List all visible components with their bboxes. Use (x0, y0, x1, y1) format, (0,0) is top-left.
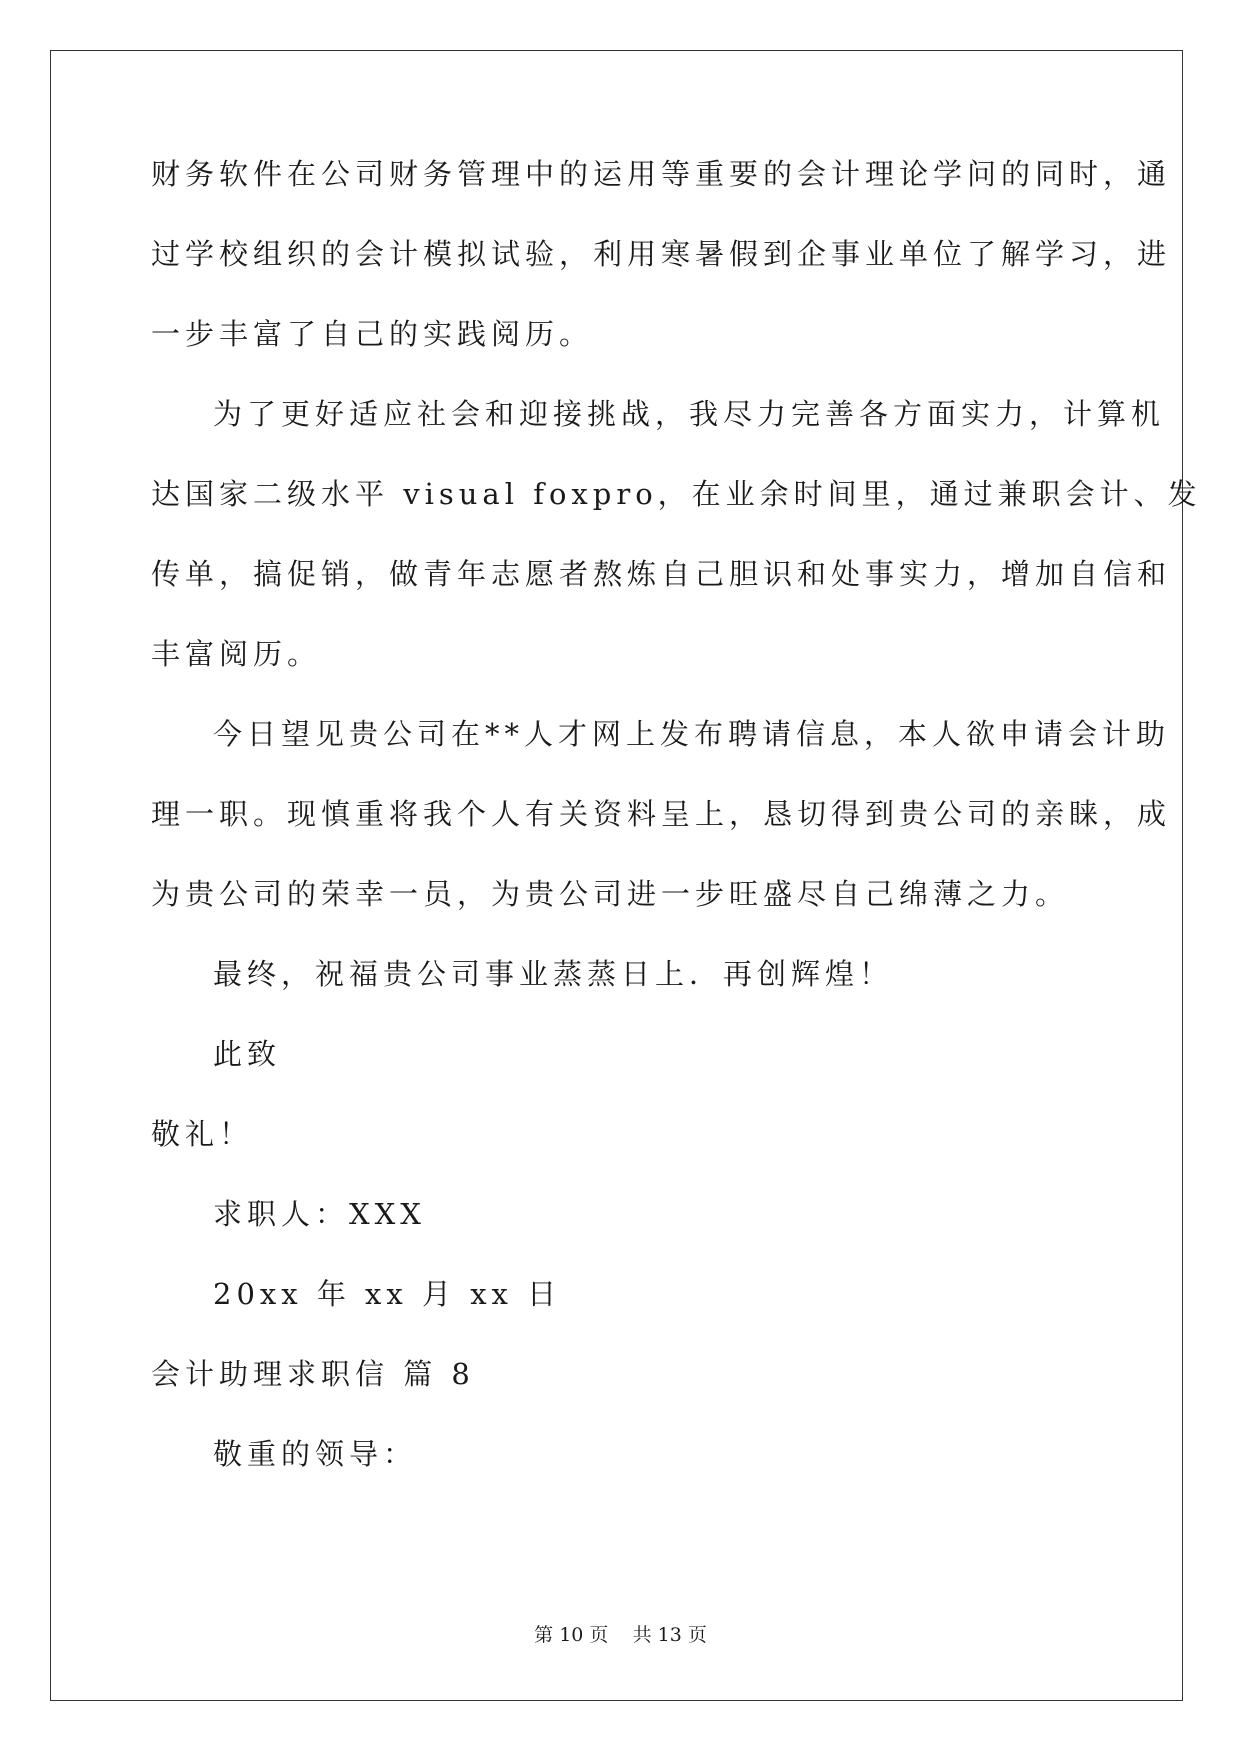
letter-date: 20xx 年 xx 月 xx 日 (213, 1277, 562, 1311)
closing-regards: 敬礼！ (151, 1117, 254, 1151)
paragraph-line: 理一职。现慎重将我个人有关资料呈上，恳切得到贵公司的亲睐，成 (151, 797, 1172, 831)
greeting-line: 敬重的领导： (213, 1437, 418, 1471)
paragraph-line: 达国家二级水平 visual foxpro，在业余时间里，通过兼职会计、发 (151, 477, 1202, 511)
section-heading: 会计助理求职信 篇 8 (151, 1357, 475, 1391)
paragraph-line: 为贵公司的荣幸一员，为贵公司进一步旺盛尽自己绵薄之力。 (151, 877, 1070, 911)
paragraph-line: 最终，祝福贵公司事业蒸蒸日上．再创辉煌！ (213, 957, 894, 991)
paragraph-line: 丰富阅历。 (151, 637, 322, 671)
paragraph-line: 传单，搞促销，做青年志愿者熬炼自己胆识和处事实力，增加自信和 (151, 557, 1172, 591)
paragraph-line: 过学校组织的会计模拟试验，利用寒暑假到企事业单位了解学习，进 (151, 237, 1172, 271)
applicant-signature: 求职人：XXX (213, 1197, 426, 1231)
paragraph-line: 财务软件在公司财务管理中的运用等重要的会计理论学问的同时，通 (151, 157, 1172, 191)
paragraph-line: 今日望见贵公司在**人才网上发布聘请信息，本人欲申请会计助 (213, 717, 1171, 751)
paragraph-line: 为了更好适应社会和迎接挑战，我尽力完善各方面实力，计算机 (213, 397, 1166, 431)
closing-salutation: 此致 (213, 1037, 282, 1071)
paragraph-line: 一步丰富了自己的实践阅历。 (151, 317, 594, 351)
page-number-footer: 第 10 页 共 13 页 (534, 1624, 707, 1646)
